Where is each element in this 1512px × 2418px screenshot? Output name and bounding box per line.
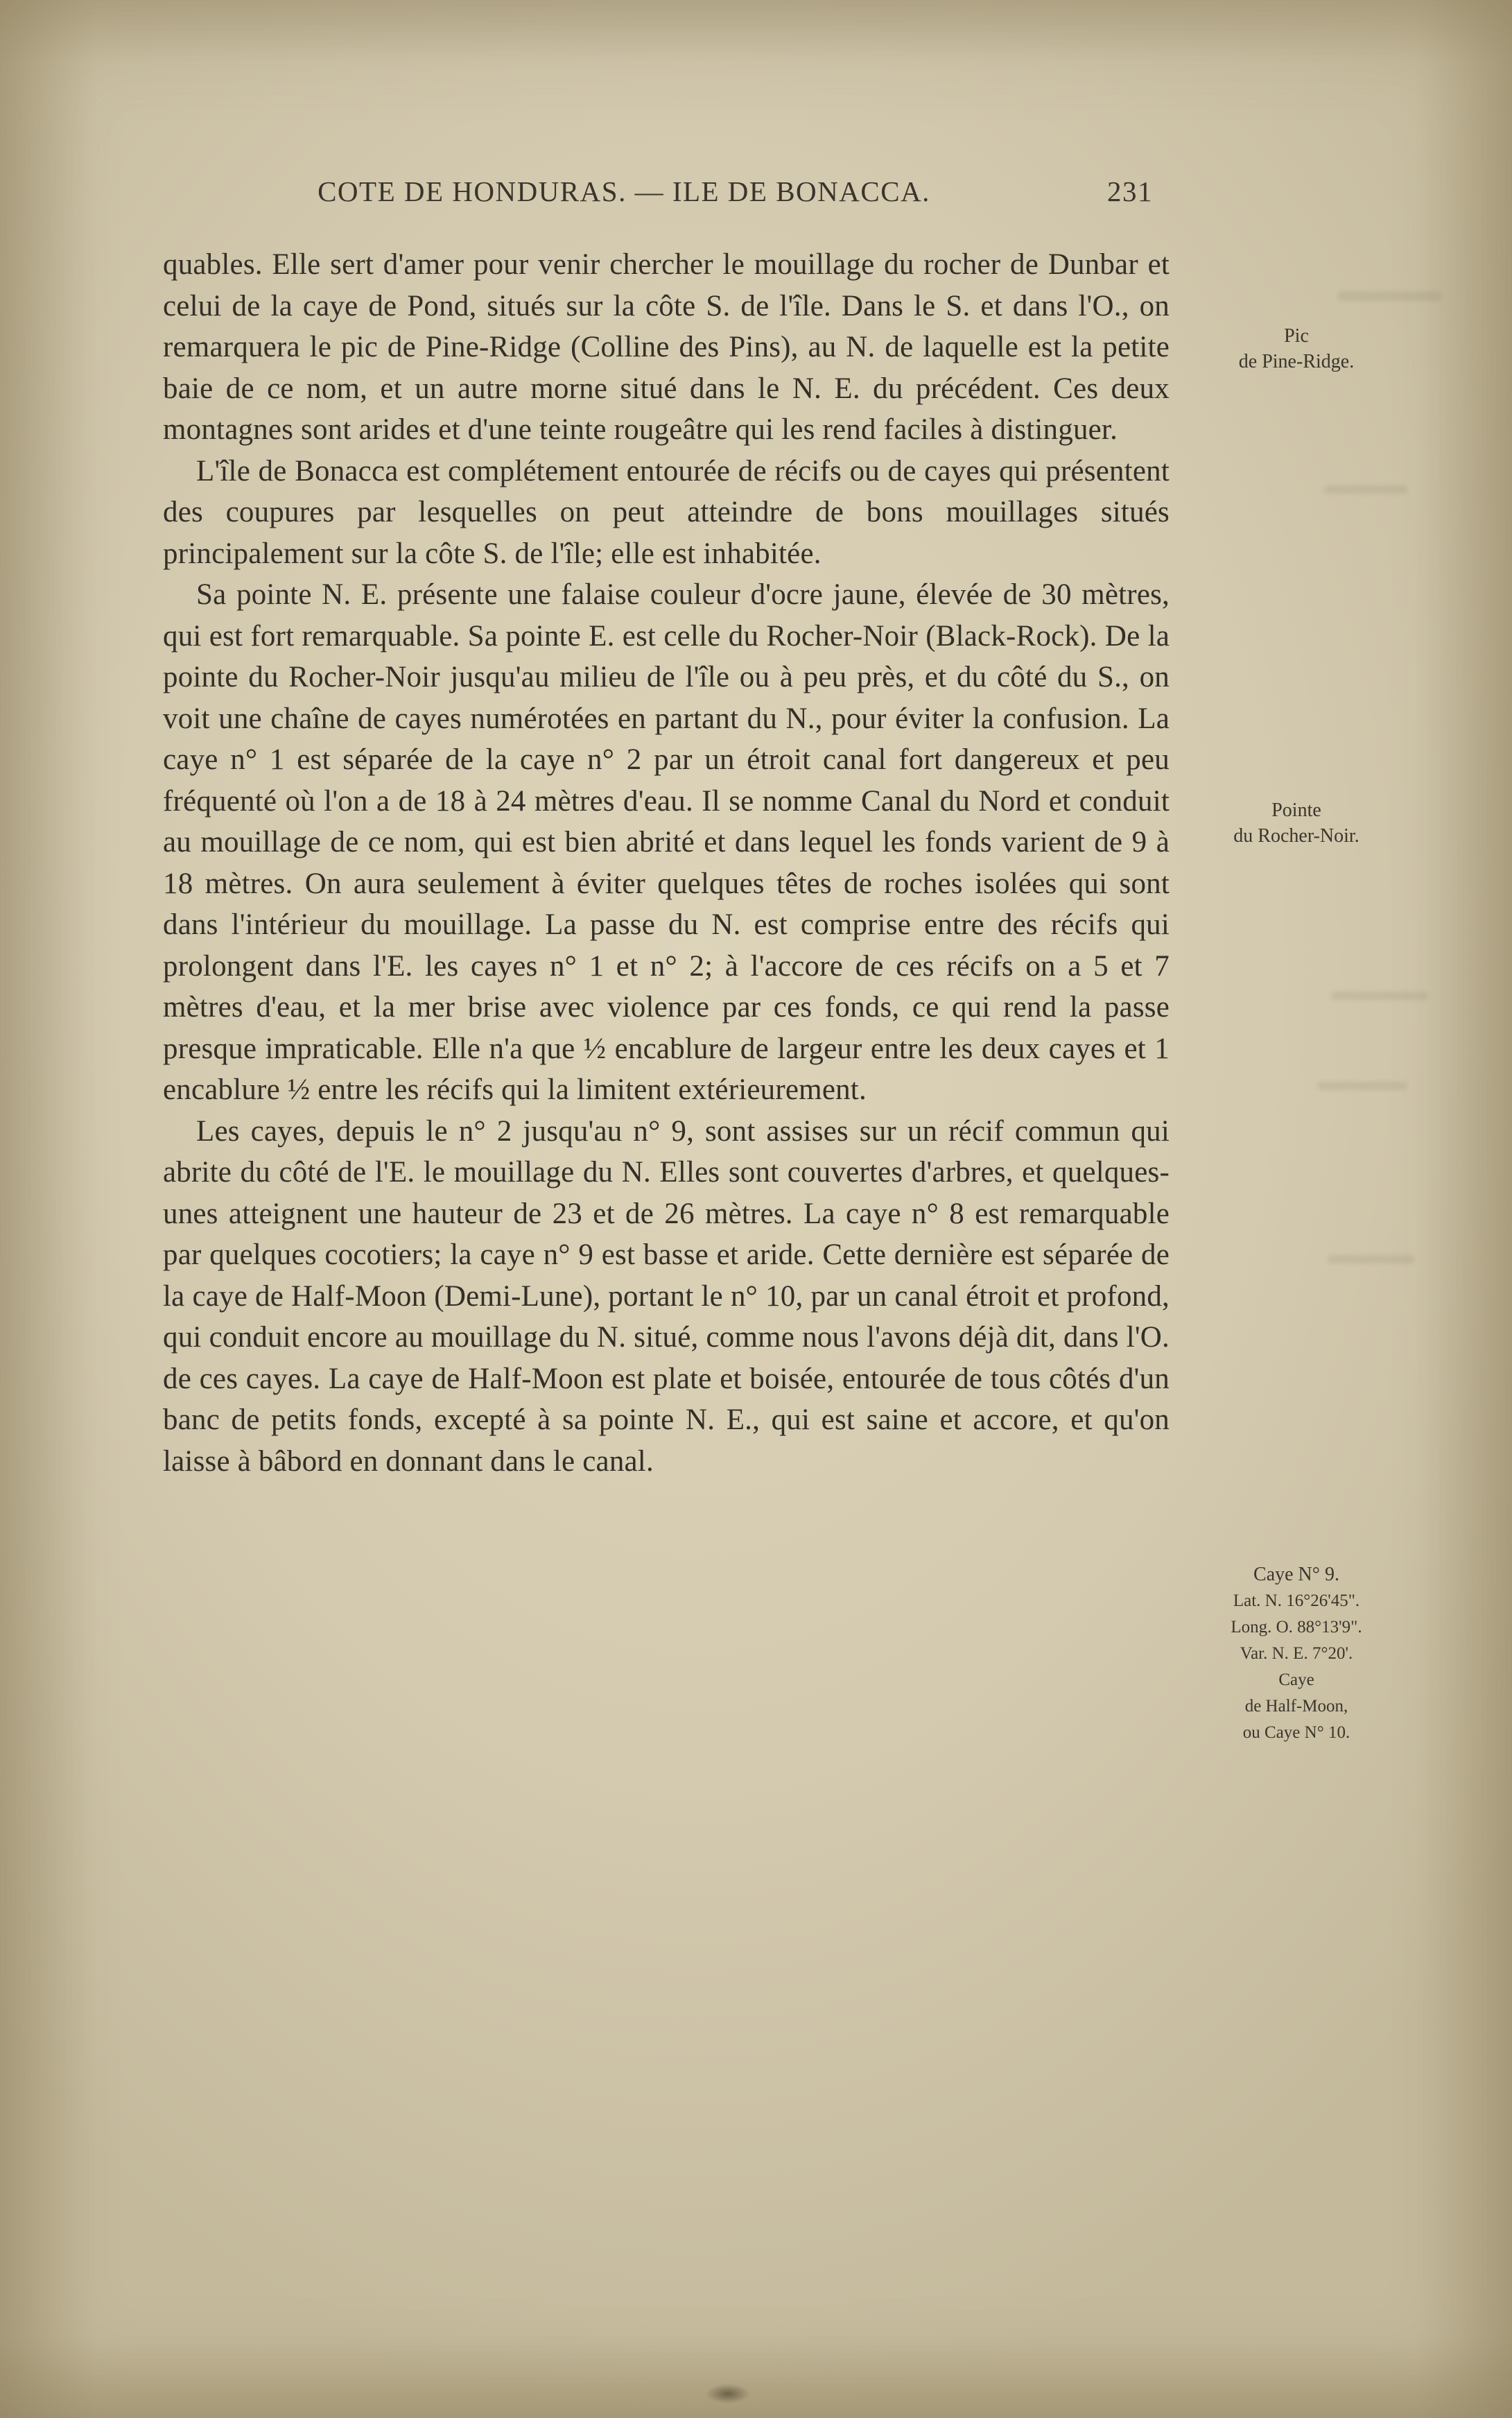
bleed-through-mark <box>1328 1255 1414 1263</box>
bleed-through-mark <box>1331 992 1428 1000</box>
bleed-through-mark <box>1324 485 1407 494</box>
margin-note-line: Caye <box>1278 1670 1314 1689</box>
paragraph-1: quables. Elle sert d'amer pour venir chercher le mouillage du rocher de Dunbar et celui de la caye de Pond, situés sur la côte S. de l'île. Dans le S. et dans l'O., on remarquera le pic de Pine-Ridge (Colline des Pins), au N. de laquelle est la petite baie de ce nom, et un autre morne situé dans le N. E. du précédent. Ces deux montagnes sont arides et d'une teinte rougeâtre qui les rend faciles à distinguer. <box>163 248 1170 446</box>
margin-note-pine-ridge <box>1179 323 1414 374</box>
margin-note-line: Caye N° 9. <box>1253 1564 1339 1585</box>
body-text-column <box>163 244 1170 1482</box>
page-number: 231 <box>1107 175 1153 207</box>
bleed-through-mark <box>1338 291 1442 301</box>
margin-note-line: de Half-Moon, <box>1244 1697 1348 1716</box>
ink-smudge <box>706 2384 750 2403</box>
margin-note-rocher-noir <box>1179 797 1414 849</box>
paragraph-4: Les cayes, depuis le n° 2 jusqu'au n° 9, sont assises sur un récif commun qui abrite du côté de l'E. le mouillage du N. Elles sont couvertes d'arbres, et quelques-unes atteignent une hauteur de 23 et de 26 mètres. La caye n° 8 est remarquable par quelques cocotiers; la caye n° 9 est basse et aride. Cette dernière est séparée de la caye de Half-Moon (Demi-Lune), portant le n° 10, par un canal étroit et profond, qui conduit encore au mouillage du N. situé, comme nous l'avons déjà dit, dans l'O. de ces cayes. La caye de Half-Moon est plate et boisée, entourée de tous côtés d'un banc de petits fonds, excepté à sa pointe N. E., qui est saine et accore, et qu'on laisse à bâbord en donnant dans le canal. <box>163 1114 1170 1478</box>
paragraph-2: L'île de Bonacca est complétement entourée de récifs ou de cayes qui présentent des coupures par lesquelles on peut atteindre de bons mouillages situés principalement sur la côte S. de l'île; elle est inhabitée. <box>163 454 1170 570</box>
margin-note-line: Var. N. E. 7°20'. <box>1240 1644 1353 1663</box>
margin-note-line: Long. O. 88°13'9". <box>1231 1618 1362 1637</box>
margin-note-line: Pic <box>1284 325 1309 347</box>
margin-note-line: Lat. N. 16°26'45". <box>1233 1591 1360 1610</box>
margin-note-line: de Pine-Ridge. <box>1238 351 1355 372</box>
paragraph-3: Sa pointe N. E. présente une falaise couleur d'ocre jaune, élevée de 30 mètres, qui est fort remarquable. Sa pointe E. est celle du Rocher-Noir (Black-Rock). De la pointe du Rocher-Noir jusqu'au milieu de l'île ou à peu près, et du côté du S., on voit une chaîne de cayes numérotées en partant du N., pour éviter la confusion. La caye n° 1 est séparée de la caye n° 2 par un étroit canal fort dangereux et peu fréquenté où l'on a de 18 à 24 mètres d'eau. Il se nomme Canal du Nord et conduit au mouillage de ce nom, qui est bien abrité et dans lequel les fonds varient de 9 à 18 mètres. On aura seulement à éviter quelques têtes de roches isolées qui sont dans l'intérieur du mouillage. La passe du N. est comprise entre des récifs qui prolongent dans l'E. les cayes n° 1 et n° 2; à l'accore de ces récifs on a 5 et 7 mètres d'eau, et la mer brise avec violence par ces fonds, ce qui rend la passe presque impraticable. Elle n'a que ½ encablure de largeur entre les deux cayes et 1 encablure ½ entre les récifs qui la limitent extérieurement. <box>163 578 1170 1106</box>
margin-note-line: Pointe <box>1271 800 1321 821</box>
margin-note-line: du Rocher-Noir. <box>1233 825 1359 847</box>
margin-note-line: ou Caye N° 10. <box>1242 1723 1350 1742</box>
running-title: COTE DE HONDURAS. — ILE DE BONACCA. <box>318 175 930 207</box>
bleed-through-mark <box>1317 1082 1407 1090</box>
margin-note-cayes <box>1179 1562 1414 1746</box>
page-header <box>163 175 1170 219</box>
